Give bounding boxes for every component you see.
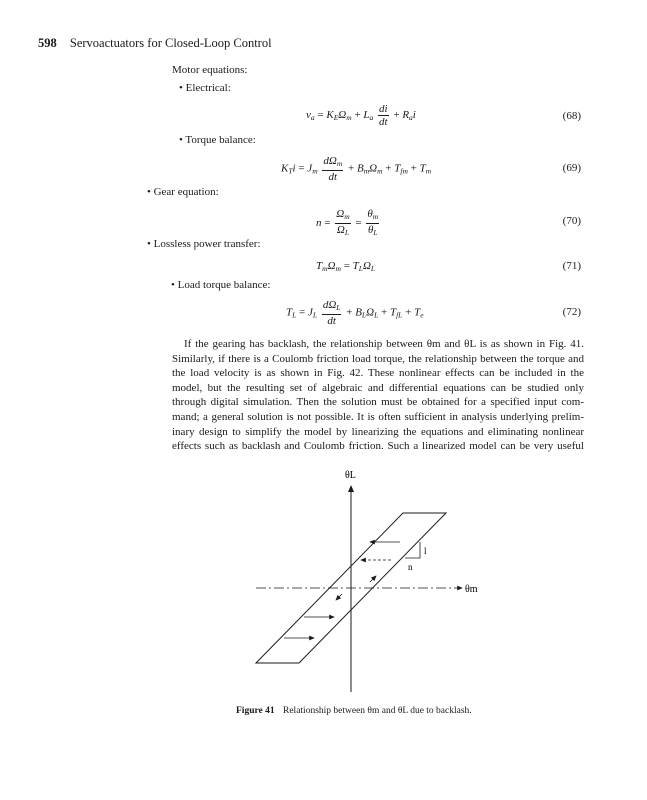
lossless-bullet: • Lossless power transfer:: [147, 238, 261, 250]
running-title: Servoactuators for Closed-Loop Control: [69, 36, 272, 50]
paragraph-line: Similarly, if there is a Coulomb friction load torque, the relationship between the torque and: [172, 352, 584, 365]
gear-equation-bullet: • Gear equation:: [147, 186, 219, 198]
equation-68: $v_a = K_E\Omega_m + L_a$ $\frac{di}{dt}$ + $R_ai$: [306, 103, 416, 128]
direction-arrow: [336, 594, 342, 600]
equation-number-69: (69): [562, 162, 581, 174]
x-axis-label: θm: [465, 584, 478, 595]
direction-arrow: [370, 576, 376, 582]
motor-equations-heading: Motor equations:: [172, 64, 248, 76]
paragraph-line: the load velocity is as shown in Fig. 42. These nonlinear effects can be included in the: [172, 367, 584, 380]
equation-number-68: (68): [562, 110, 581, 122]
y-axis-label: θL: [345, 470, 356, 481]
equation-70: n = $\frac{\Omega_m}{\Omega_L}$ = $\frac{\theta_m}{\theta_L}$: [316, 208, 379, 237]
slope-run-label: n: [408, 562, 413, 572]
equation-number-71: (71): [562, 260, 581, 272]
body-paragraph: [172, 337, 584, 454]
paragraph-line: mand; a general solution is not possible. It is often sufficient in analysis underlying prelim-: [172, 410, 584, 423]
paragraph-line: inary design to simplify the model by linearizing the equations and eliminating nonlinear: [172, 425, 584, 438]
paragraph-line: If the gearing has backlash, the relationship between θm and θL is as shown in Fig. 41.: [184, 338, 584, 350]
figure-label: Figure 41: [236, 706, 275, 716]
equation-69: $K_Ti = J_m$ $\frac{d\Omega_m}{dt}$ + $B_m\Omega_m + T_{fm} + T_m$: [281, 155, 432, 183]
slope-rise-label: l: [424, 546, 427, 556]
paragraph-line: effects such as backlash and Coulomb friction. Such a linearized model can be very useful: [172, 440, 584, 453]
equation-number-70: (70): [562, 215, 581, 227]
running-header: [38, 36, 272, 51]
backlash-figure: [240, 462, 480, 694]
page-number: 598: [38, 36, 57, 50]
equation-71: $T_m\Omega_m = T_L\Omega_L$: [316, 260, 376, 273]
electrical-bullet: • Electrical:: [179, 82, 231, 94]
figure-caption-text: Relationship between θm and θL due to backlash.: [283, 706, 472, 716]
slope-triangle: [405, 542, 420, 558]
load-torque-bullet: • Load torque balance:: [171, 279, 271, 291]
torque-balance-bullet: • Torque balance:: [179, 134, 256, 146]
paragraph-line: model, but the resulting set of algebraic and differential equations can be studied only: [172, 381, 584, 394]
equation-number-72: (72): [562, 306, 581, 318]
figure-caption: [236, 706, 472, 716]
equation-72: $T_L = J_L$ $\frac{d\Omega_L}{dt}$ + $B_L\Omega_L + T_{fL} + T_e$: [286, 299, 424, 327]
paragraph-line: through digital simulation. Then the solution must be obtained for a specified input com-: [172, 396, 584, 409]
